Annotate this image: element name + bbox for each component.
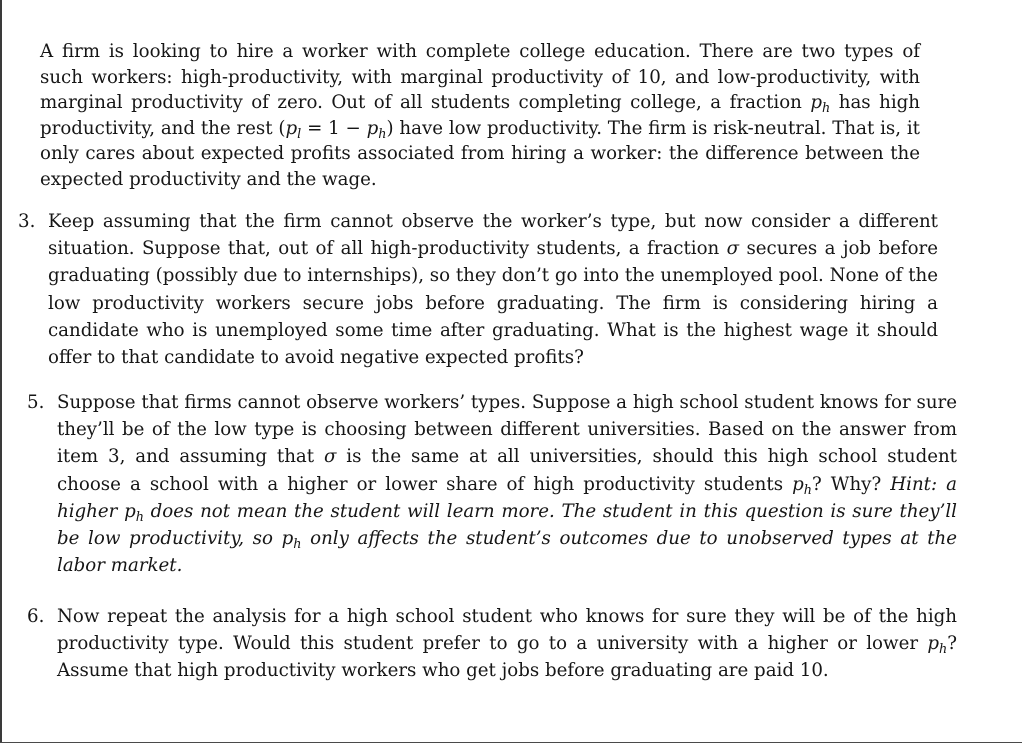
- intro-text-2: has high productivity, and the rest (: [40, 92, 920, 139]
- var-p-h: $p_h$: [124, 500, 144, 525]
- item-number: 6.: [27, 606, 45, 627]
- item-text: ? Assume that high productivity workers who get jobs before graduating are paid 10.: [57, 633, 957, 682]
- var-p-h: $p_h$: [366, 117, 387, 142]
- question-item-3: [18, 208, 938, 371]
- var-p-h: $p_h$: [810, 92, 831, 116]
- hint-text: Hint: a higher $p_h$ does not mean the student will learn more. The student in this question is sure they’ll be low productivity, so $p_h$ only affects the student’s outcomes due to unobserved types at the labor market.: [57, 473, 957, 577]
- question-item-6: [27, 603, 957, 685]
- var-sigma: σ: [726, 238, 740, 260]
- intro-text-1: A firm is looking to hire a worker with complete college education. There are two types of such workers: high-productivity, with marginal productivity of 10, and low-productivity, with marginal productivity of zero. Out of all students completing college, a fraction: [40, 41, 920, 114]
- var-sigma: σ: [323, 446, 337, 468]
- var-p-h: $p_h$: [927, 633, 948, 658]
- item-number: 5.: [27, 392, 45, 413]
- item-number: 3.: [18, 211, 36, 232]
- item-text: Now repeat the analysis for a high school student who knows for sure they will be of the high productivity type. Would this student prefer to go to a university with a higher or lower: [57, 606, 957, 655]
- left-edge-border: [0, 0, 2, 743]
- item-text: ? Why?: [811, 473, 882, 495]
- item-text: is the same at all universities, should this high school student choose a school with a higher or lower share of high productivity students: [57, 446, 957, 495]
- item-text: Suppose that firms cannot observe workers’ types. Suppose a high school student knows for sure they’ll be of the low type is choosing between different universities. Based on the answer from item 3, and assuming that: [57, 392, 957, 468]
- var-p-l: $p_l$: [285, 117, 302, 142]
- question-item-5: [27, 389, 957, 579]
- equation-text: = 1 −: [301, 117, 367, 139]
- item-text: secures a job before graduating (possibly due to internships), so they don’t go into the unemployed pool. None of the low productivity workers secure jobs before graduating. The firm is considering hiring a candidate who is unemployed some time after graduating. What is the highest wage it should offer to that candidate to avoid negative expected profits?: [48, 238, 938, 369]
- intro-text-3: ) have low productivity. The firm is risk-neutral. That is, it only cares about expected profits associated from hiring a worker: the difference between the expected productivity and the wage.: [40, 117, 920, 190]
- var-p-h: $p_h$: [792, 473, 812, 498]
- var-p-h: $p_h$: [281, 528, 302, 552]
- item-text: Keep assuming that the firm cannot observe the worker’s type, but now consider a different situation. Suppose that, out of all high-productivity students, a fraction: [48, 211, 938, 260]
- intro-paragraph: [40, 39, 920, 193]
